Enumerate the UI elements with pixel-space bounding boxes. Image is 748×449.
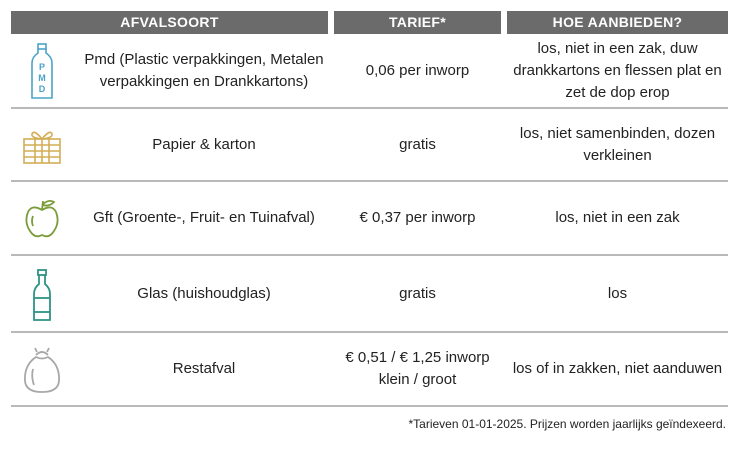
paper-stack-icon [17, 109, 67, 182]
cell-tariff: € 0,37 per inworp [359, 209, 476, 226]
cell-how: los [607, 284, 628, 302]
cell-type: Gft (Groente-, Fruit- en Tuinafval) [93, 209, 315, 226]
cell-type: Glas (huishoudglas) [137, 284, 271, 302]
header-waste-type: AFVALSOORT [11, 11, 328, 34]
cell-type: Restafval [172, 360, 236, 377]
cell-tariff: gratis [399, 135, 436, 153]
cell-how: los, niet samenbinden, dozen verkleinen [519, 124, 716, 164]
apple-icon [17, 182, 67, 256]
table-row-pmd [11, 35, 728, 109]
row-divider [11, 405, 728, 407]
header-how-to-offer: HOE AANBIEDEN? [507, 11, 728, 34]
cell-tariff: 0,06 per inworp [365, 62, 470, 79]
pmd-bottle-icon [17, 35, 67, 109]
pmd-letter-d: D [38, 84, 46, 94]
pmd-letter-p: P [38, 62, 46, 72]
cell-how: los, niet in een zak, duw drankkartons en flessen plat en zet de dop erop [513, 40, 722, 101]
header-tariff: TARIEF* [334, 11, 501, 34]
cell-type: Pmd (Plastic verpakkingen, Metalen verpakkingen en Drankkartons) [84, 51, 324, 90]
cell-how: los, niet in een zak [555, 209, 680, 226]
cell-tariff: € 0,51 / € 1,25 inworp klein / groot [345, 349, 490, 388]
table-row-paper [11, 109, 728, 182]
cell-type: Papier & karton [152, 135, 256, 153]
table-row-rest [11, 333, 728, 407]
pmd-letter-m: M [38, 73, 46, 83]
table-row-gft [11, 182, 728, 256]
table-row-glass [11, 256, 728, 333]
cell-tariff: gratis [399, 284, 436, 302]
footnote: *Tarieven 01-01-2025. Prijzen worden jaarlijks geïndexeerd. [408, 417, 726, 431]
trash-bag-icon [17, 333, 67, 407]
cell-how: los of in zakken, niet aanduwen [512, 360, 723, 377]
glass-bottle-icon [17, 256, 67, 333]
